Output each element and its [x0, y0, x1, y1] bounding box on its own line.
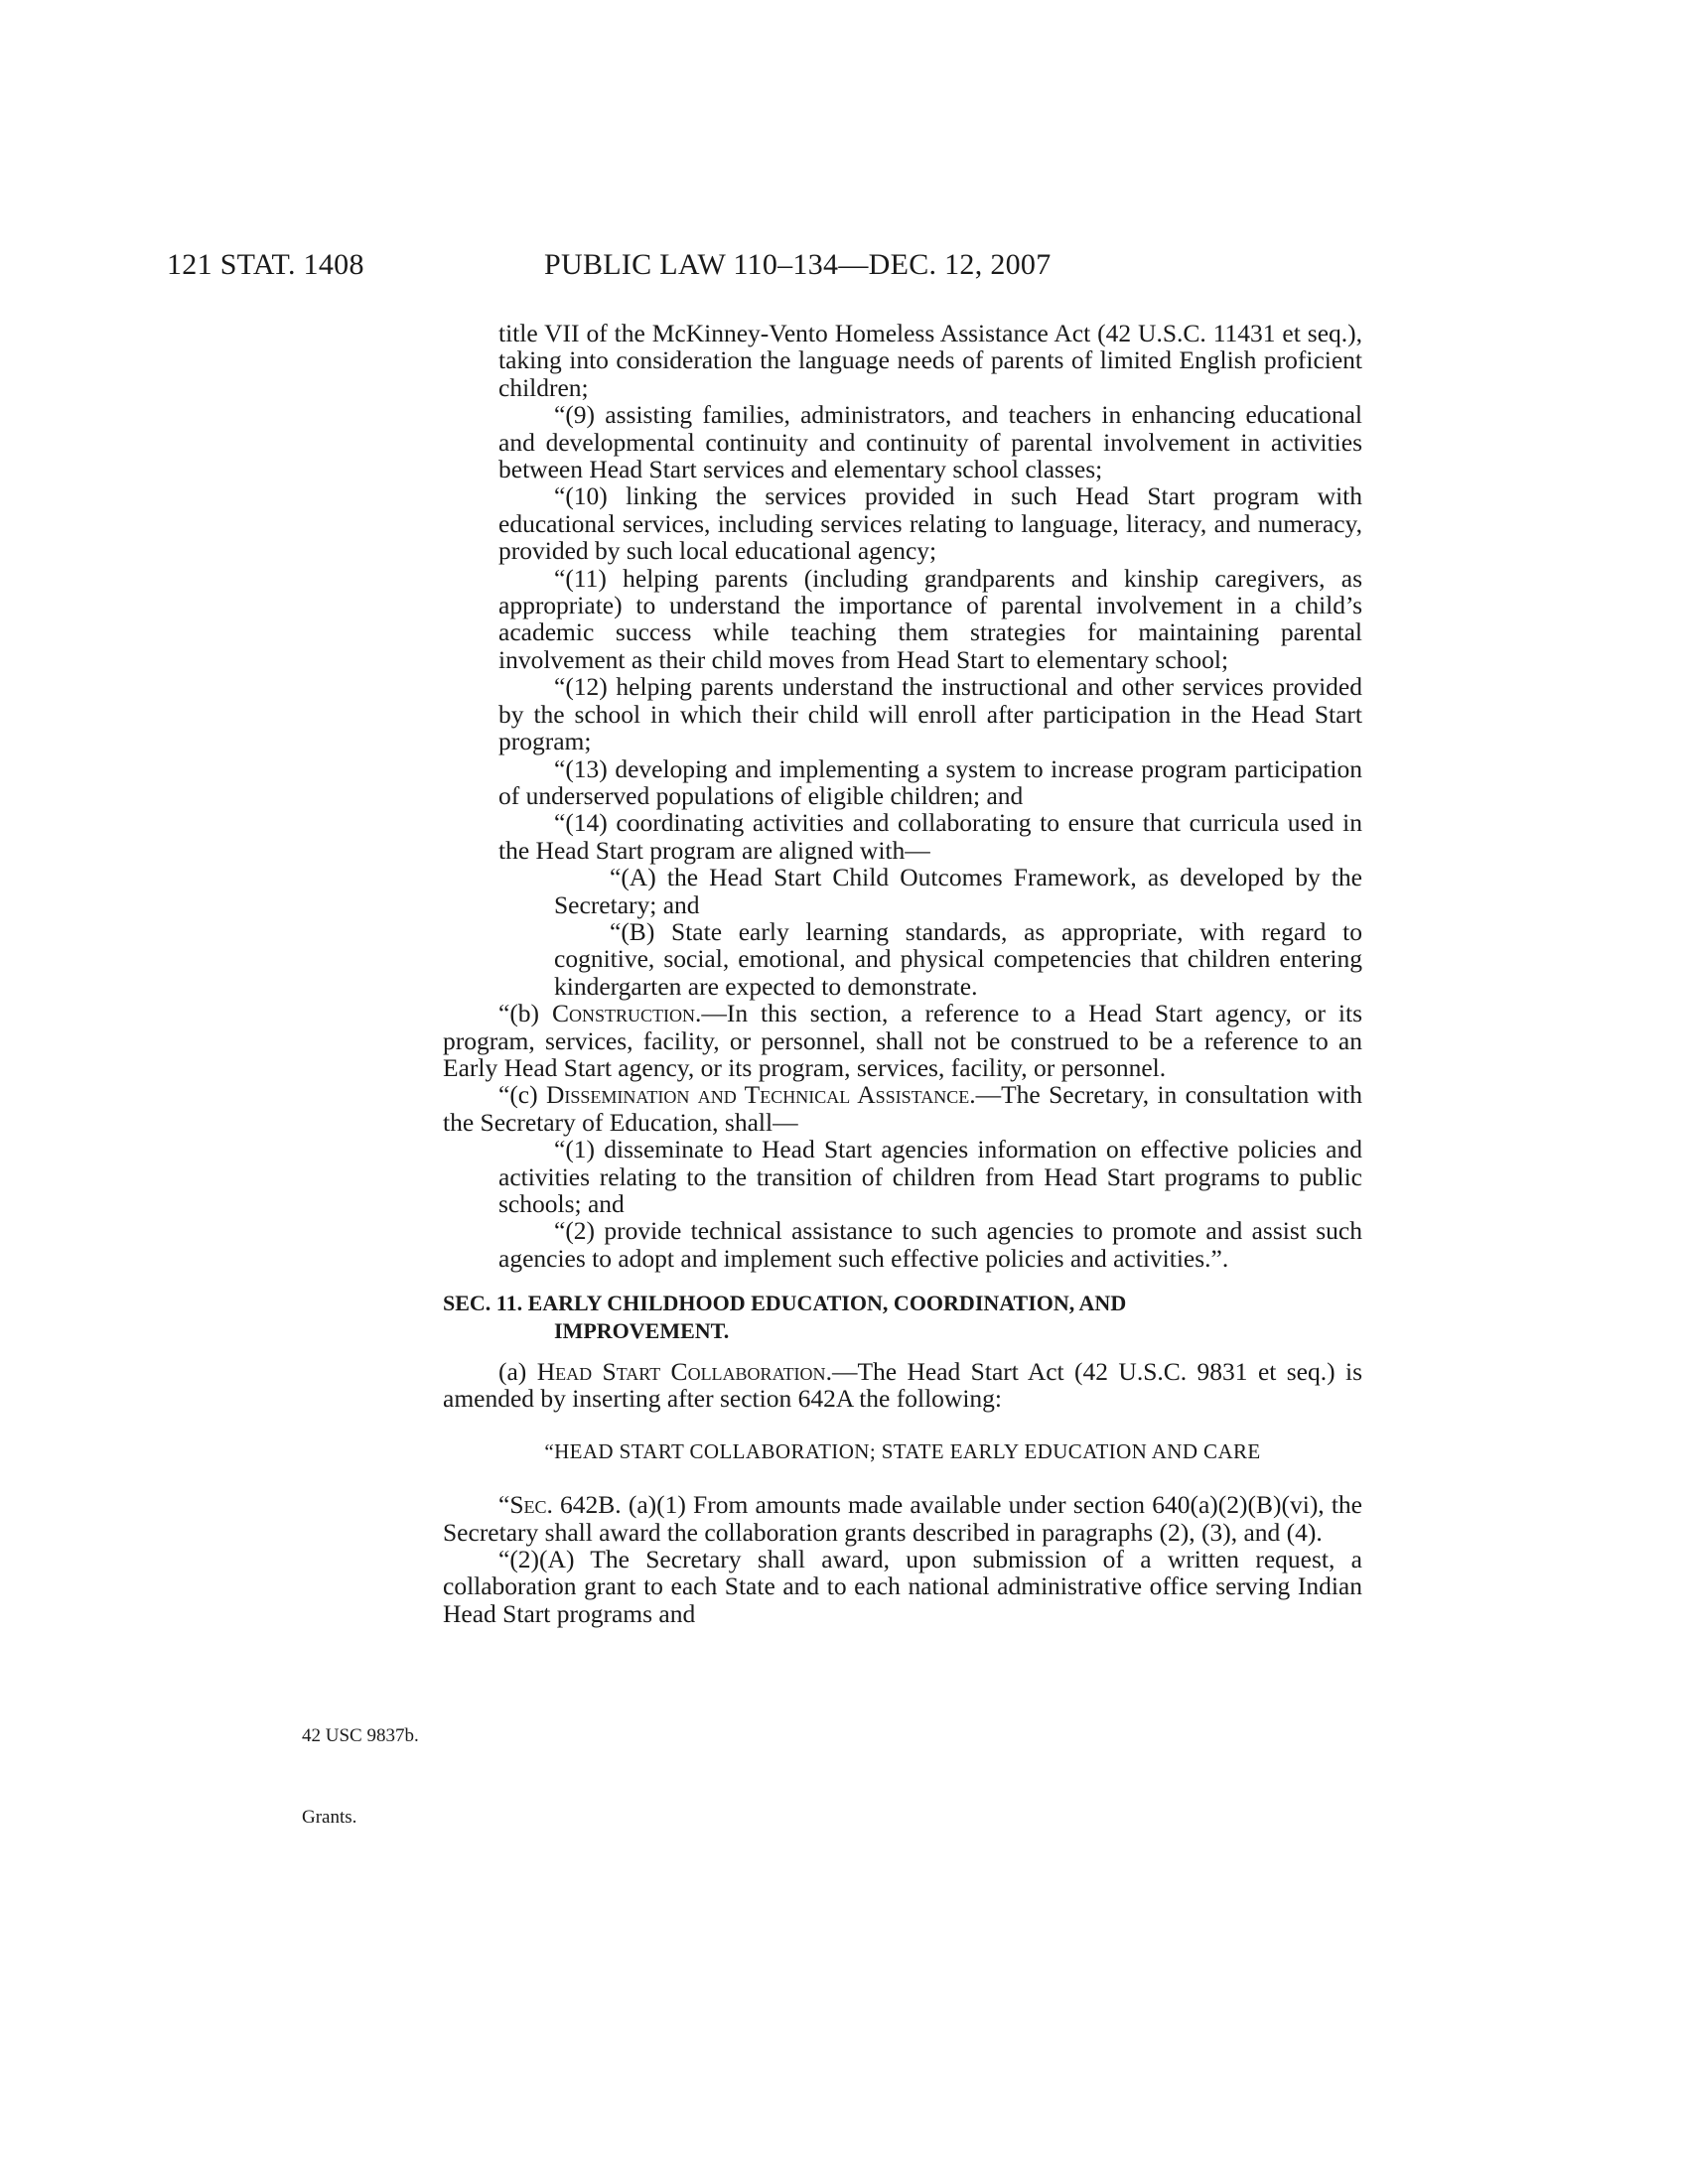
inserted-section-heading: “HEAD START COLLABORATION; STATE EARLY EDUCATION AND CARE	[544, 1438, 1261, 1463]
subsection-c	[443, 1081, 1362, 1136]
paragraph-14: “(14) coordinating activities and collaborating to ensure that curricula used in the Head Start program are aligned with—	[498, 808, 1362, 865]
subsection-c-prefix: “(c)	[498, 1080, 546, 1110]
subparagraph-a: “(A) the Head Start Child Outcomes Framework, as developed by the Secretary; and	[554, 863, 1362, 919]
subsection-b-label: Construction	[551, 999, 695, 1028]
section-642b-label: Sec	[509, 1490, 547, 1520]
margin-note-usc: 42 USC 9837b.	[302, 1725, 419, 1746]
document-body	[443, 319, 1363, 1628]
section-11-a-label: Head Start Collaboration	[536, 1357, 826, 1387]
page-number: 121 STAT. 1408	[167, 248, 364, 281]
page-header	[0, 248, 1688, 288]
subsection-c-text: .—The Secretary, in consultation with the Secretary of Education, shall—	[443, 1080, 1363, 1137]
paragraph-9: “(9) assisting families, administrators, and teachers in enhancing educational and developmental continuity and continuity of parental involvement in activities between Head Start services and elementary school classes;	[498, 400, 1362, 484]
paragraph-continuation: title VII of the McKinney-Vento Homeless Assistance Act (42 U.S.C. 11431 et seq.), taking into consideration the language needs of parents of limited English proficient children;	[498, 319, 1362, 402]
subsection-b-prefix: “(b)	[498, 999, 552, 1028]
section-642b-paragraph-1	[443, 1491, 1362, 1546]
subparagraph-b: “(B) State early learning standards, as appropriate, with regard to cognitive, social, emotional, and physical competencies that children entering kindergarten are expected to demonstrate.	[554, 916, 1362, 1001]
subsection-c-paragraph-2: “(2) provide technical assistance to such agencies to promote and assist such agencies to adopt and implement such effective policies and activities.”.	[498, 1216, 1362, 1273]
section-642b-text: . 642B. (a)(1) From amounts made available under section 640(a)(2)(B)(vi), the Secretary shall award the collaboration grants described in paragraphs (2), (3), and (4).	[443, 1490, 1362, 1547]
margin-note-grants: Grants.	[302, 1807, 357, 1828]
section-11-heading-line2: IMPROVEMENT.	[554, 1317, 730, 1343]
section-11-subsection-a	[443, 1358, 1362, 1413]
paragraph-10: “(10) linking the services provided in such Head Start program with educational services, including services relating to language, literacy, and numeracy, provided by such local educational agency;	[498, 481, 1362, 566]
section-11-a-text: .—The Head Start Act (42 U.S.C. 9831 et seq.) is amended by inserting after section 642A the following:	[443, 1357, 1362, 1414]
paragraph-13: “(13) developing and implementing a system to increase program participation of underserved populations of eligible children; and	[498, 753, 1362, 810]
subsection-c-label: Dissemination and Technical Assistance	[546, 1080, 970, 1110]
subsection-c-paragraph-1: “(1) disseminate to Head Start agencies information on effective policies and activities relating to the transition of children from Head Start programs to public schools; and	[498, 1135, 1362, 1218]
section-642b-paragraph-2a: “(2)(A) The Secretary shall award, upon submission of a written request, a collaboration grant to each State and to each national administrative office serving Indian Head Start programs and	[443, 1545, 1362, 1628]
paragraph-12: “(12) helping parents understand the instructional and other services provided by the school in which their child will enroll after participation in the Head Start program;	[498, 672, 1362, 756]
subsection-b-text: .—In this section, a reference to a Head Start agency, or its program, services, facility, or personnel, shall not be construed to be a reference to an Early Head Start agency, or its program, services, facility, or personnel.	[443, 999, 1362, 1082]
section-11-heading	[443, 1290, 1362, 1344]
section-642b-prefix: “	[498, 1490, 510, 1520]
subsection-b	[443, 1000, 1362, 1081]
section-11-a-prefix: (a)	[498, 1357, 537, 1387]
running-title: PUBLIC LAW 110–134—DEC. 12, 2007	[544, 248, 1052, 281]
section-11-heading-line1: SEC. 11. EARLY CHILDHOOD EDUCATION, COORDINATION, AND	[443, 1291, 1127, 1316]
paragraph-11: “(11) helping parents (including grandparents and kinship caregivers, as appropriate) to understand the importance of parental involvement in a child’s academic success while teaching them strategies for maintaining parental involvement as their child moves from Head Start to elementary school;	[498, 563, 1362, 674]
